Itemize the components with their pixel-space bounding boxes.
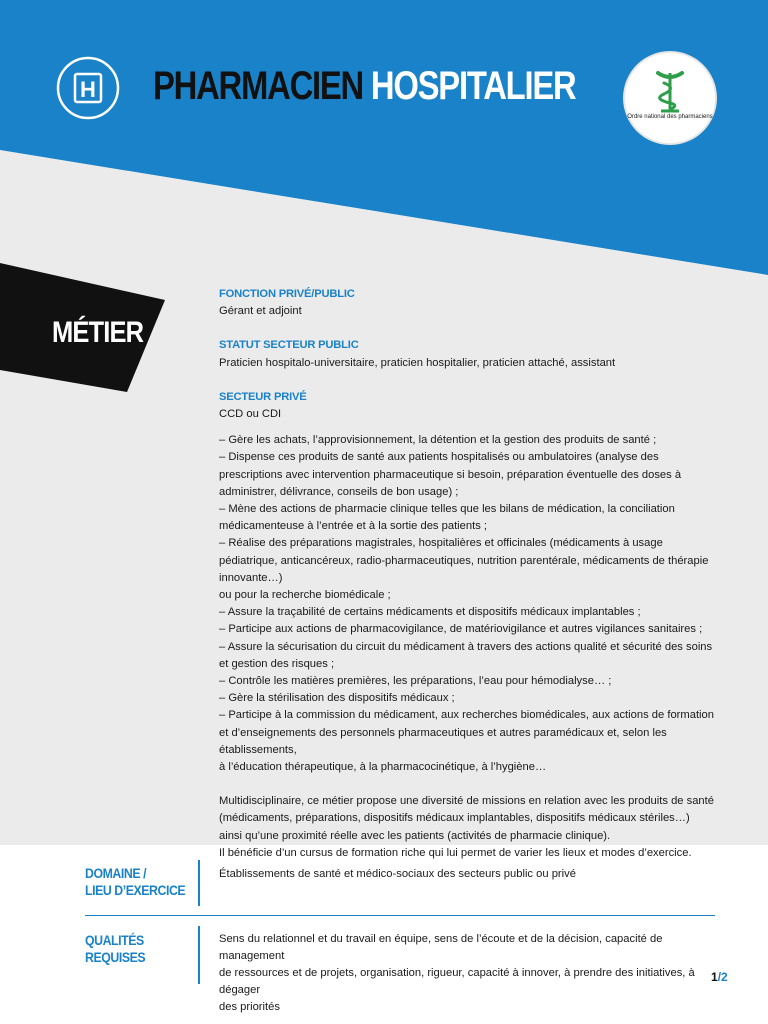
section-heading-fonction: FONCTION PRIVÉ/PUBLIC bbox=[219, 288, 355, 300]
section-text-statut: Praticien hospitalo-universitaire, praticien hospitalier, praticien attaché, assistant bbox=[219, 356, 616, 369]
section-separator bbox=[85, 915, 715, 916]
section-text-fonction: Gérant et adjoint bbox=[219, 305, 302, 318]
list-item: – Mène des actions de pharmacie clinique telles que les bilans de médication, la conciliation médicamenteuse à l’entrée et à la sortie des patients ; bbox=[219, 503, 675, 533]
logo-text: Ordre national des pharmaciens bbox=[627, 114, 713, 120]
list-item: – Participe à la commission du médicament, aux recherches biomédicales, aux actions de formation et d’enseignements des personnels pharmaceutiques et autres paramédicaux et, selon les établissements, à l’éducation thérapeutique, à la pharmacocinétique, à l’hygiène… bbox=[219, 709, 714, 774]
badge-letter: H bbox=[80, 77, 96, 102]
qualites-text: Sens du relationnel et du travail en équipe, sens de l’écoute et de la décision, capacité de management de ressources et de projets, organisation, rigueur, capacité à innover, à prendre des initiatives, à dégager des priorités bbox=[219, 933, 695, 1013]
qualites-label-line1: QUALITÉS bbox=[85, 932, 144, 948]
section-heading-prive: SECTEUR PRIVÉ bbox=[219, 390, 307, 403]
page-separator: / bbox=[717, 970, 722, 984]
domaine-text: Établissements de santé et médico-sociaux des secteurs public ou privé bbox=[219, 868, 576, 880]
domaine-label-line2: LIEU D’EXERCICE bbox=[85, 882, 186, 898]
page-title bbox=[153, 62, 575, 110]
h-badge bbox=[55, 55, 121, 121]
qualites-label bbox=[85, 932, 145, 966]
section-heading-statut: STATUT SECTEUR PUBLIC bbox=[219, 339, 359, 352]
list-item: – Gère les achats, l’approvisionnement, la détention et la gestion des produits de santé ; bbox=[219, 434, 657, 447]
list-item: – Contrôle les matières premières, les préparations, l’eau pour hémodialyse… ; bbox=[219, 675, 612, 688]
metier-content bbox=[219, 286, 719, 862]
page-number bbox=[711, 970, 728, 984]
section-text-prive: CCD ou CDI bbox=[219, 408, 282, 421]
title-part2: HOSPITALIER bbox=[370, 64, 576, 108]
domaine-divider bbox=[198, 860, 200, 906]
list-item: – Gère la stérilisation des dispositifs médicaux ; bbox=[219, 692, 455, 705]
domaine-label-line1: DOMAINE / bbox=[85, 865, 147, 881]
list-item: – Dispense ces produits de santé aux patients hospitalisés ou ambulatoires (analyse des prescriptions avec intervention pharmaceutique si besoin, préparation éventuelle des doses à administrer, délivrance, conseils de bon usage) ; bbox=[219, 451, 682, 498]
domaine-label bbox=[85, 865, 185, 899]
page-total: 2 bbox=[721, 970, 728, 984]
ordre-logo bbox=[625, 53, 715, 143]
qualites-label-line2: REQUISES bbox=[85, 949, 146, 965]
list-item: – Assure la sécurisation du circuit du médicament à travers des actions qualité et sécurité des soins et gestion des risques ; bbox=[219, 640, 713, 670]
qualites-divider bbox=[198, 926, 200, 984]
list-item: – Assure la traçabilité de certains médicaments et dispositifs médicaux implantables ; bbox=[219, 606, 641, 619]
page-current: 1 bbox=[711, 970, 718, 984]
caduceus-icon bbox=[625, 53, 715, 143]
list-item: – Participe aux actions de pharmacovigilance, de matériovigilance et autres vigilances sanitaires ; bbox=[219, 623, 703, 636]
title-part1: PHARMACIEN bbox=[153, 64, 364, 108]
list-item: – Réalise des préparations magistrales, hospitalières et officinales (médicaments à usage pédiatrique, anticancéreux, radio-pharmaceutiques, nutrition parentérale, médicaments de thérapie innovante…) ou pour la recherche biomédicale ; bbox=[219, 537, 709, 602]
metier-label: MÉTIER bbox=[52, 316, 144, 349]
hospital-icon bbox=[55, 55, 121, 121]
metier-summary: Multidisciplinaire, ce métier propose une diversité de missions en relation avec les produits de santé (médicaments, préparations, dispositifs médicaux implantables, dispositifs médicaux stériles…) ainsi qu’une proximité réelle avec les patients (activités de pharmacie clinique). Il bénéficie d’un cursus de formation riche qui lui permet de varier les lieux et modes d’exercice. bbox=[219, 795, 714, 859]
